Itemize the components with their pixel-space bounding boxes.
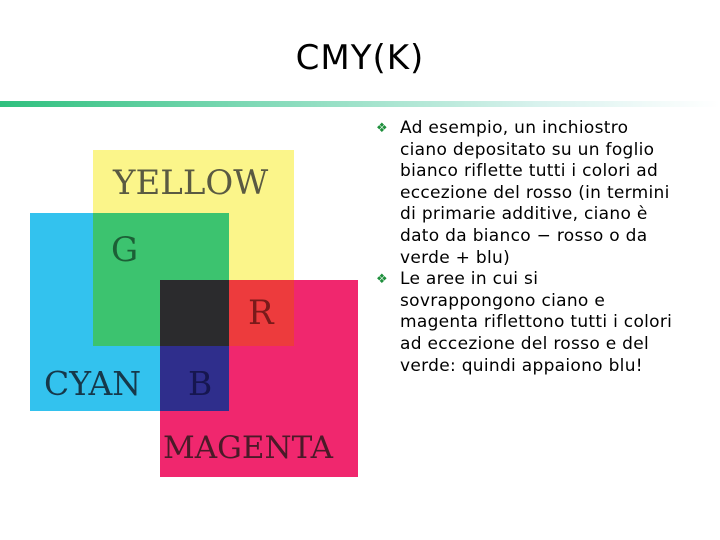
green-region-lower	[93, 280, 160, 346]
magenta-region-mid	[229, 346, 294, 411]
diamond-bullet-icon: ❖	[376, 121, 388, 136]
yellow-region-right	[229, 213, 294, 280]
bullet-text: Ad esempio, un inchiostro ciano depositato su un foglio bianco riflette tutti i colori ad eccezione del rosso (in termini di primarie additive, ciano è dato da bianco − rosso o da verde + blu)	[400, 118, 670, 268]
magenta-label: MAGENTA	[163, 430, 334, 466]
bullet-text: Le aree in cui si sovrappongono ciano e magenta riflettono tutti i colori ad eccezione del rosso e del verde: quindi appaiono blu!	[400, 269, 673, 376]
r-label: R	[248, 293, 274, 333]
cyan-label: CYAN	[44, 364, 142, 403]
yellow-label: YELLOW	[113, 163, 269, 203]
magenta-region-right	[294, 280, 358, 411]
bullet-list	[374, 118, 674, 377]
bullet-item	[374, 269, 674, 377]
g-label: G	[111, 230, 139, 270]
bullet-item	[374, 118, 674, 269]
black-region	[160, 280, 229, 346]
page-title: CMY(K)	[295, 38, 425, 78]
diamond-bullet-icon: ❖	[376, 272, 388, 288]
b-label: B	[188, 364, 213, 403]
